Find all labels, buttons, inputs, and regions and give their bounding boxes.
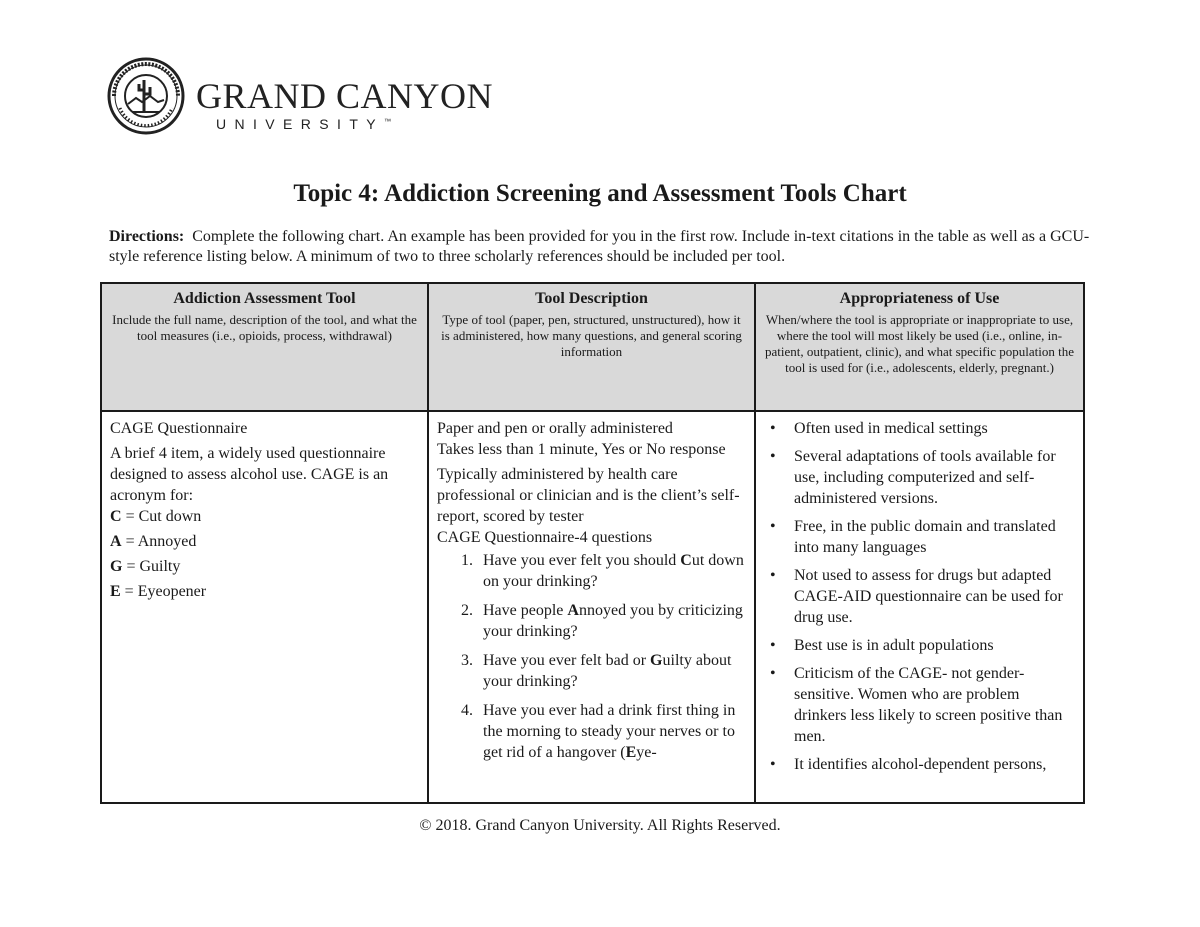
page-title: Topic 4: Addiction Screening and Assessment Tools Chart (293, 180, 907, 207)
acronym-item: G = Guilty (110, 558, 181, 575)
university-seal-icon (106, 56, 186, 136)
list-item: 4. Have you ever had a drink first thing in the morning to steady your nerves or to get rid of a hangover (Eye- (477, 700, 746, 763)
acronym-item: E = Eyeopener (110, 583, 207, 600)
list-item: • Often used in medical settings (784, 418, 1075, 439)
cell-tool-description[interactable] (428, 411, 755, 803)
appropriateness-list (764, 418, 1075, 775)
list-item: • Not used to assess for drugs but adapted CAGE-AID questionnaire can be used for drug use. (784, 565, 1075, 628)
tool-name: CAGE Questionnaire (110, 420, 248, 437)
cell-appropriateness[interactable] (755, 411, 1084, 803)
header-appropriateness-of-use: Appropriateness of Use When/where the tool is appropriate or inappropriate to use, where the tool will most likely be used (i.e., online, in-patient, outpatient, clinic), and what specific population the tool is used for (i.e., adolescents, elderly, pregnant.) (755, 283, 1084, 411)
acronym-item: C = Cut down (110, 508, 202, 525)
description-line: CAGE Questionnaire-4 questions (437, 529, 653, 546)
list-item: • It identifies alcohol-dependent persons, (784, 754, 1075, 775)
cell-tool-name[interactable] (101, 411, 428, 803)
description-line: Takes less than 1 minute, Yes or No response (437, 441, 726, 458)
description-line: Paper and pen or orally administered (437, 420, 673, 437)
table-row (101, 411, 1084, 803)
list-item: • Free, in the public domain and translated into many languages (784, 516, 1075, 558)
directions (109, 227, 1099, 267)
cage-questions-list (437, 550, 746, 763)
header-tool-description: Tool Description Type of tool (paper, pen, structured, unstructured), how it is administered, how many questions, and general scoring information (428, 283, 755, 411)
header-addiction-assessment-tool: Addiction Assessment Tool Include the full name, description of the tool, and what the tool measures (i.e., opioids, process, withdrawal) (101, 283, 428, 411)
assessment-tools-table (100, 282, 1085, 804)
directions-label: Directions: (109, 228, 185, 245)
acronym-item: A = Annoyed (110, 533, 197, 550)
university-logo (106, 56, 494, 136)
logo-subtitle: UNIVERSITY™ (216, 116, 392, 132)
directions-text: Complete the following chart. An example has been provided for you in the first row. Include in-text citations in the table as well as a GCU-style reference listing below. A minimum of two to three scholarly references should be included per tool. (109, 228, 1090, 265)
list-item: 2. Have people Annoyed you by criticizing your drinking? (477, 600, 746, 642)
table-header-row (101, 283, 1084, 411)
list-item: 3. Have you ever felt bad or Guilty about your drinking? (477, 650, 746, 692)
list-item: 1. Have you ever felt you should Cut down on your drinking? (477, 550, 746, 592)
list-item: • Several adaptations of tools available for use, including computerized and self- administered versions. (784, 446, 1075, 509)
copyright-footer: © 2018. Grand Canyon University. All Rights Reserved. (419, 817, 781, 834)
logo-wordmark: GRAND CANYON (196, 76, 494, 116)
list-item: • Criticism of the CAGE- not gender-sensitive. Women who are problem drinkers less likely to screen positive than men. (784, 663, 1075, 747)
description-line: Typically administered by health care professional or clinician and is the client’s self- report, scored by tester (437, 466, 740, 525)
tool-summary: A brief 4 item, a widely used questionnaire designed to assess alcohol use. CAGE is an acronym for: (110, 445, 389, 504)
list-item: • Best use is in adult populations (784, 635, 1075, 656)
